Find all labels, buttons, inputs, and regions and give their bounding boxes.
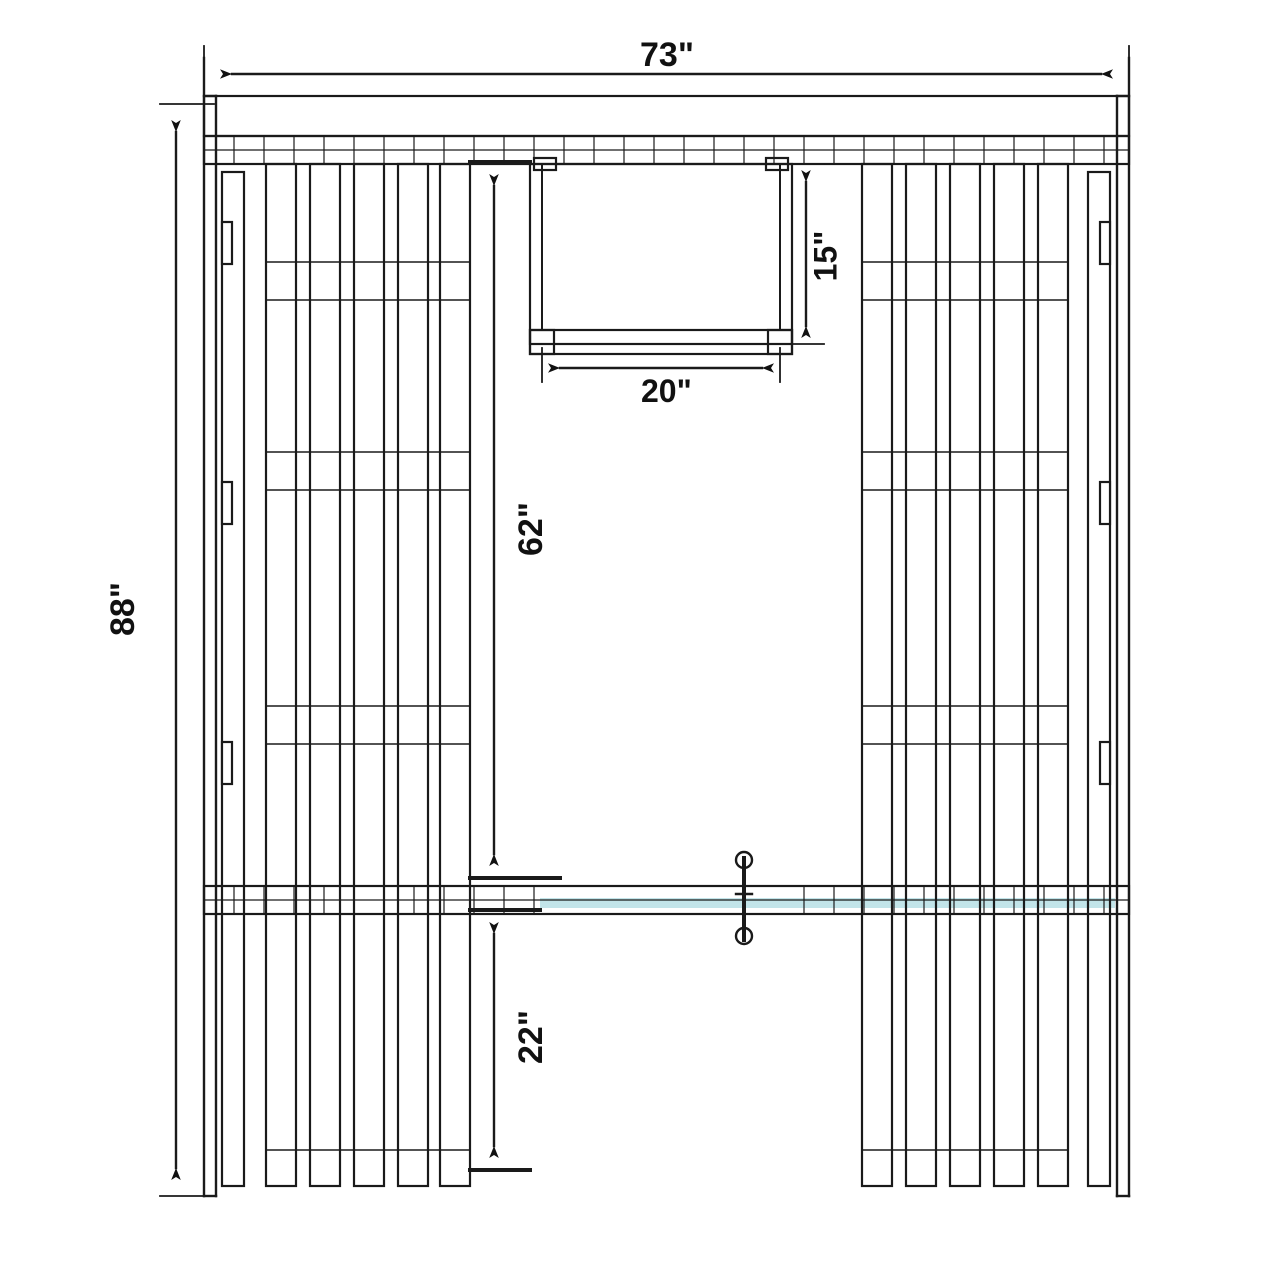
right-vertical-slat-group [862,164,1110,1186]
dimension-label-73: 73" [640,36,694,74]
dimension-label-22: 22" [511,1010,550,1064]
mid-horizontal-rail [204,886,1129,914]
window-frame [530,158,792,354]
dimension-label-20: 20" [641,373,692,409]
dimension-88-height [160,104,214,1196]
left-vertical-slat-group [222,164,470,1186]
dimension-label-62: 62" [511,502,550,556]
top-header-box [204,96,1129,136]
left-post [204,58,216,1196]
dimension-label-15: 15" [807,230,844,282]
right-post [1117,58,1129,1196]
dimension-label-88: 88" [103,582,142,636]
top-horizontal-rail [204,136,1129,164]
